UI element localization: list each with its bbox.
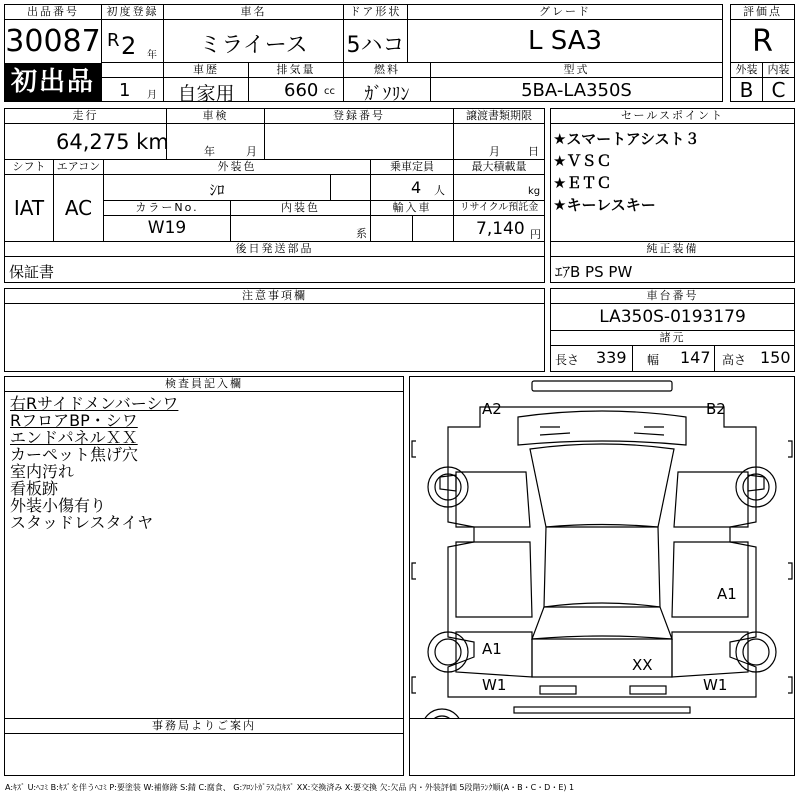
ac: AC [64,196,93,220]
width-label: 幅 [647,353,660,367]
first-reg-month: 1 [119,80,131,101]
interior-grade-label: 内装 [763,63,794,77]
exterior-color-label: 外装色 [104,160,370,174]
recycle-fee-unit: 円 [530,228,541,241]
damage-mark-front-right: B2 [706,400,726,418]
ac-label: エアコン [54,160,103,174]
door-type: 5ハコ [346,33,405,58]
era-letter: R [107,30,120,51]
inspector-note: エンドパネルＸＸ [10,428,138,447]
later-parts: 保証書 [9,263,55,281]
model-label: 型式 [431,63,722,77]
lot-number-label: 出品番号 [5,5,101,19]
score: R [752,24,773,59]
inspection-month-unit: 月 [246,145,257,158]
shift: IAT [13,196,45,220]
transfer-day-unit: 日 [528,145,539,158]
transfer-deadline-label: 譲渡書類期限 [454,109,544,123]
damage-mark-right-rear-wheel: W1 [703,676,728,694]
inspection-label: 車検 [167,109,264,123]
capacity-label: 乗車定員 [371,160,453,174]
displacement-label: 排気量 [249,63,343,77]
displacement: 660 [284,80,319,101]
sales-point-item: ★スマートアシスト３ [553,130,700,148]
capacity: 4 [411,178,422,197]
door-label: ドア形状 [344,5,407,19]
score-label: 評価点 [731,5,794,19]
mileage: 64,275 km [56,130,169,154]
inspector-note: 右Rサイドメンバーシワ [10,394,179,413]
chassis-number-label: 車台番号 [551,289,794,303]
inspector-notes-list [10,395,400,531]
color-number: W19 [147,218,187,238]
width: 147 [680,348,711,367]
exterior-grade-label: 外装 [731,63,762,77]
fuel-label: 燃料 [344,63,430,77]
displacement-unit: cc [324,86,335,97]
interior-grade: C [771,78,786,102]
sales-points-list [553,128,793,216]
inspector-note: 外装小傷有り [10,496,107,515]
exterior-color: ｼﾛ [209,181,225,199]
damage-mark-rear-panel: XX [632,656,653,674]
chassis-number: LA350S-0193179 [599,307,746,327]
shift-label: シフト [5,160,53,174]
sales-point-item: ★ＥＴＣ [553,174,612,192]
sales-points-label: セールスポイント [551,109,794,123]
mileage-label: 走行 [5,109,166,123]
equipment: ｴｱB PS PW [555,263,633,281]
later-parts-label: 後日発送部品 [5,242,544,256]
height: 150 [760,348,791,367]
sales-point-item: ★キーレスキー [553,196,656,214]
inspector-note: スタッドレスタイヤ [10,513,154,532]
car-name-label: 車名 [164,5,343,19]
capacity-unit: 人 [434,184,445,197]
inspector-note: 室内汚れ [10,462,75,481]
length-label: 長さ [555,353,580,367]
recycle-fee: 7,140 [476,219,525,239]
transfer-month-unit: 月 [489,145,500,158]
color-number-label: カラーNo. [104,201,230,215]
history-label: 車歴 [164,63,248,77]
length: 339 [596,348,627,367]
max-load-label: 最大積載量 [454,160,544,174]
month-unit: 月 [147,90,157,101]
damage-mark-right-door: A1 [717,585,737,603]
year-unit: 年 [147,50,157,61]
inspector-note: 看板跡 [10,479,59,498]
notes-label: 注意事項欄 [5,289,544,303]
inspector-note: RフロアBP・シワ [10,411,138,430]
height-label: 高さ [722,353,747,367]
exterior-grade: B [739,78,754,102]
max-load-unit: kg [528,186,541,197]
grade-label: グレード [408,5,722,19]
model-code: 5BA-LA350S [521,80,632,101]
first-reg-label: 初度登録 [102,5,163,19]
office-notice-label: 事務局よりご案内 [5,719,403,733]
recycle-fee-label: リサイクル預託金 [454,201,544,215]
specs-label: 諸元 [551,331,794,345]
registration-number-label: 登録番号 [265,109,453,123]
first-listing-badge: 初出品 [5,64,101,101]
inspection-year-unit: 年 [204,145,215,158]
damage-mark-left-rear-wheel: W1 [482,676,507,694]
history: 自家用 [177,83,235,105]
lot-number: 30087 [5,24,101,59]
interior-color-unit: 系 [356,227,367,240]
damage-mark-left-rear-door: A1 [482,640,502,658]
car-damage-diagram [410,377,794,718]
sales-point-item: ★ＶＳＣ [553,152,612,170]
equipment-label: 純正装備 [551,242,794,256]
fuel: ｶﾞｿﾘﾝ [364,84,410,105]
damage-mark-front-left: A2 [482,400,502,418]
first-reg-year: 2 [121,32,137,60]
inspector-notes-label: 検査員記入欄 [5,377,403,391]
grade: L SA3 [527,26,603,56]
car-name: ミライース [199,33,308,58]
legend: A:ｷｽﾞ U:ﾍｺﾐ B:ｷｽﾞを伴うﾍｺﾐ P:要塗装 W:補修跡 S:錆 C:腐食、 G:ﾌﾛﾝﾄｶﾞﾗｽ点ｷｽﾞ XX:交換済み X:要交換 欠:欠品 内・外装評価 5段階ﾗﾝｸ順(A・B・C・D・E) 1 [5,783,575,792]
import-label: 輸入車 [371,201,453,215]
inspector-note: カーペット焦げ穴 [10,445,139,464]
interior-color-label: 内装色 [231,201,370,215]
